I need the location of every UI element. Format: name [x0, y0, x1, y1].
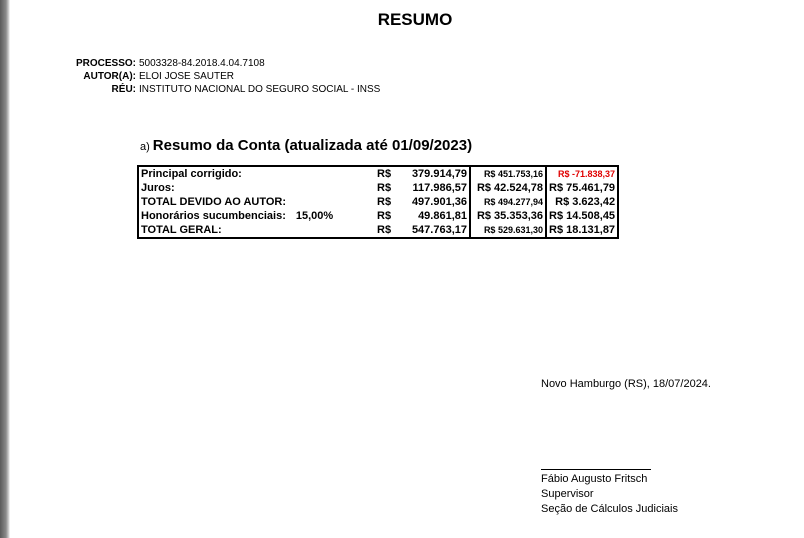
- signature-block: [541, 472, 678, 517]
- table-row: [138, 166, 618, 181]
- meta-label: PROCESSO:: [75, 58, 136, 69]
- row-value: 49.861,81: [401, 209, 470, 223]
- meta-value: ELOI JOSE SAUTER: [139, 71, 235, 82]
- table-row: [138, 181, 618, 195]
- row-value-2: R$ 529.631,30: [470, 223, 546, 238]
- row-value-3: R$ 18.131,87: [549, 224, 616, 236]
- currency-symbol: R$: [377, 182, 392, 194]
- signatory-name: Fábio Augusto Fritsch: [541, 473, 648, 485]
- table-row: [138, 223, 618, 238]
- meta-row-processo: [40, 57, 380, 70]
- document-title: RESUMO: [377, 10, 453, 29]
- row-value: 117.986,57: [401, 181, 470, 195]
- meta-label: RÉU:: [111, 84, 136, 95]
- row-value-2: R$ 451.753,16: [470, 166, 546, 181]
- meta-value: INSTITUTO NACIONAL DO SEGURO SOCIAL - INSS: [139, 84, 381, 95]
- row-value-3: R$ 75.461,79: [549, 182, 616, 194]
- section-prefix: a): [140, 141, 150, 153]
- meta-row-autor: [40, 70, 380, 83]
- row-value-3: R$ -71.838,37: [558, 169, 616, 179]
- signatory-department: Seção de Cálculos Judiciais: [541, 503, 678, 515]
- table-row: [138, 195, 618, 209]
- meta-row-reu: [40, 83, 380, 96]
- currency-symbol: R$: [377, 224, 392, 236]
- row-value-3: R$ 14.508,45: [549, 210, 616, 222]
- section-heading: [140, 137, 472, 154]
- row-value: 547.763,17: [401, 223, 470, 238]
- section-title: Resumo da Conta (atualizada até 01/09/2023): [152, 137, 473, 154]
- row-value-2: R$ 494.277,94: [470, 195, 546, 209]
- row-value: 379.914,79: [401, 166, 470, 181]
- row-label: [138, 209, 375, 223]
- case-metadata: [40, 57, 380, 96]
- place-and-date: Novo Hamburgo (RS), 18/07/2024.: [541, 378, 711, 390]
- account-summary-table: [137, 165, 619, 239]
- row-label: Juros:: [141, 182, 175, 194]
- table-row: [138, 209, 618, 223]
- row-value: 497.901,36: [401, 195, 470, 209]
- row-value-3: R$ 3.623,42: [555, 196, 616, 208]
- signatory-role: Supervisor: [541, 488, 594, 500]
- row-label-text: Honorários sucumbenciais:: [141, 210, 286, 222]
- meta-label: AUTOR(A):: [83, 71, 136, 82]
- row-value-2: R$ 35.353,36: [470, 209, 546, 223]
- currency-symbol: R$: [377, 196, 392, 208]
- row-label: TOTAL GERAL:: [141, 224, 222, 236]
- currency-symbol: R$: [377, 210, 392, 222]
- currency-symbol: R$: [377, 168, 392, 180]
- fee-percentage: 15,00%: [295, 210, 334, 222]
- page-edge-shadow: [0, 0, 10, 538]
- row-label: Principal corrigido:: [141, 168, 242, 180]
- row-value-2: R$ 42.524,78: [470, 181, 546, 195]
- signature-line: [541, 469, 651, 470]
- row-label: TOTAL DEVIDO AO AUTOR:: [141, 196, 287, 208]
- meta-value: 5003328-84.2018.4.04.7108: [139, 58, 265, 69]
